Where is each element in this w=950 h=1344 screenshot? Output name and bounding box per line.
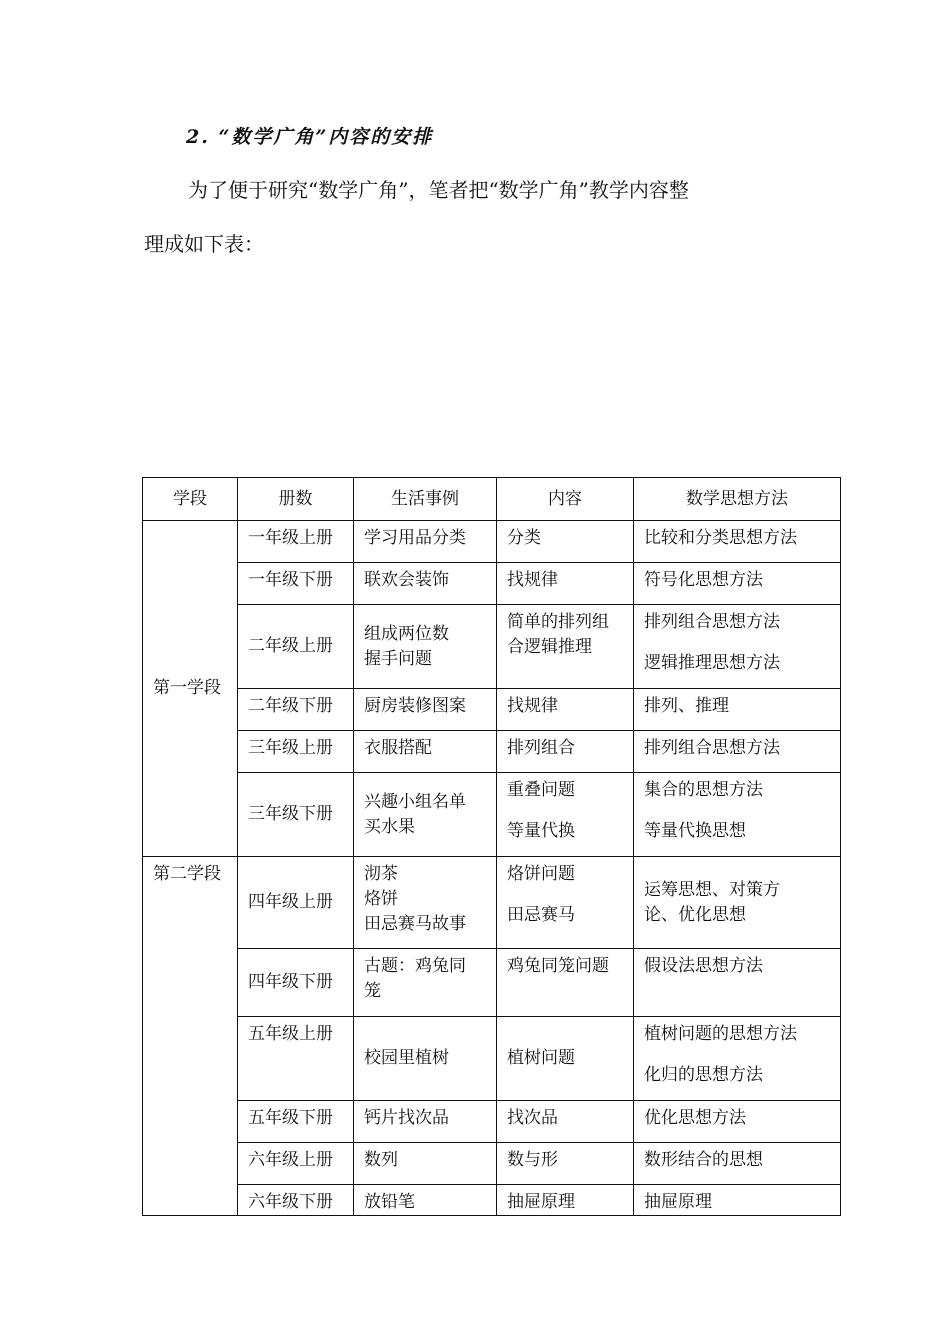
method-cell [634, 1017, 841, 1101]
cell-text: 兴趣小组名单 [364, 791, 466, 812]
content-cell [497, 563, 634, 605]
cell-text: 古题：鸡兔同 [364, 956, 466, 976]
cell-text: 运筹思想、对策方 [644, 879, 780, 900]
method-cell [634, 689, 841, 731]
cell-text: 集合的思想方法 [644, 780, 763, 800]
table-header-row [143, 478, 841, 521]
section-heading: 2. “数学广角”内容的安排 [186, 126, 434, 148]
cell-text: 放铅笔 [364, 1192, 415, 1212]
header-cell: 数学思想方法 [634, 478, 841, 521]
paragraph-line: 为了便于研究“数学广角”，笔者把“数学广角”教学内容整 [188, 178, 689, 202]
table-row [143, 857, 841, 949]
cell-text: 抽屉原理 [644, 1192, 712, 1212]
cell-text: 重叠问题 [507, 780, 575, 800]
table-row [143, 563, 841, 605]
grade-cell: 一年级下册 [238, 563, 354, 605]
cell-text: 握手问题 [364, 648, 432, 669]
cell-text: 比较和分类思想方法 [644, 528, 797, 548]
cell-text: 简单的排列组 [507, 612, 609, 632]
cell-text: 鸡兔同笼问题 [507, 956, 609, 976]
life-cell [354, 949, 497, 1017]
grade-cell: 五年级上册 [238, 1017, 354, 1101]
cell-text: 假设法思想方法 [644, 956, 763, 976]
cell-text: 衣服搭配 [364, 738, 432, 758]
table-row [143, 689, 841, 731]
cell-text: 等量代换思想 [644, 821, 746, 841]
content-cell [497, 605, 634, 689]
cell-text: 学习用品分类 [364, 528, 466, 548]
content-cell [497, 857, 634, 949]
method-cell [634, 731, 841, 773]
method-cell [634, 1101, 841, 1143]
paragraph-line: 理成如下表： [144, 232, 264, 256]
cell-text: 逻辑推理思想方法 [644, 653, 780, 673]
cell-text: 排列组合 [507, 738, 575, 758]
cell-text: 排列、推理 [644, 696, 729, 716]
table-row [143, 1185, 841, 1216]
cell-text: 田忌赛马故事 [364, 914, 466, 934]
life-cell [354, 521, 497, 563]
intro-paragraph [144, 163, 824, 271]
cell-text: 校园里植树 [364, 1048, 449, 1068]
cell-text: 植树问题的思想方法 [644, 1024, 797, 1044]
header-cell: 册数 [238, 478, 354, 521]
life-cell [354, 1143, 497, 1185]
cell-text: 植树问题 [507, 1048, 575, 1068]
grade-cell: 四年级下册 [238, 949, 354, 1017]
grade-cell: 三年级上册 [238, 731, 354, 773]
content-cell [497, 949, 634, 1017]
table-row [143, 605, 841, 689]
cell-text: 沏茶 [364, 864, 398, 884]
cell-text: 排列组合思想方法 [644, 612, 780, 632]
content-cell [497, 521, 634, 563]
cell-text: 烙饼问题 [507, 864, 575, 884]
life-cell [354, 731, 497, 773]
table-row [143, 1143, 841, 1185]
content-cell [497, 1017, 634, 1101]
cell-text: 组成两位数 [364, 623, 449, 644]
life-cell [354, 773, 497, 857]
grade-cell: 二年级上册 [238, 605, 354, 689]
cell-text: 抽屉原理 [507, 1192, 575, 1212]
cell-text: 找次品 [507, 1108, 558, 1128]
method-cell [634, 605, 841, 689]
cell-text: 厨房装修图案 [364, 696, 466, 716]
grade-cell: 二年级下册 [238, 689, 354, 731]
grade-cell: 四年级上册 [238, 857, 354, 949]
life-cell [354, 1185, 497, 1216]
method-cell [634, 1185, 841, 1216]
stage-cell: 第一学段 [143, 521, 238, 857]
content-cell [497, 731, 634, 773]
cell-text: 联欢会装饰 [364, 570, 449, 590]
cell-text: 论、优化思想 [644, 904, 746, 925]
cell-text: 田忌赛马 [507, 905, 575, 925]
cell-text: 等量代换 [507, 821, 575, 841]
cell-text: 排列组合思想方法 [644, 738, 780, 758]
method-cell [634, 563, 841, 605]
table-row [143, 1101, 841, 1143]
stage-cell: 第二学段 [143, 857, 238, 1216]
grade-cell: 三年级下册 [238, 773, 354, 857]
cell-text: 数形结合的思想 [644, 1150, 763, 1170]
life-cell [354, 1017, 497, 1101]
table-row [143, 949, 841, 1017]
content-cell [497, 773, 634, 857]
life-cell [354, 563, 497, 605]
cell-text: 符号化思想方法 [644, 570, 763, 590]
cell-text: 笼 [364, 981, 381, 1001]
method-cell [634, 521, 841, 563]
life-cell [354, 857, 497, 949]
cell-text: 数列 [364, 1150, 398, 1170]
life-cell [354, 689, 497, 731]
cell-text: 化归的思想方法 [644, 1065, 763, 1085]
content-cell [497, 689, 634, 731]
content-cell [497, 1101, 634, 1143]
grade-cell: 五年级下册 [238, 1101, 354, 1143]
cell-text: 找规律 [507, 570, 558, 590]
method-cell [634, 1143, 841, 1185]
table-row [143, 521, 841, 563]
method-cell [634, 857, 841, 949]
cell-text: 数与形 [507, 1150, 558, 1170]
cell-text: 烙饼 [364, 889, 398, 909]
table-row [143, 1017, 841, 1101]
cell-text: 合逻辑推理 [507, 637, 592, 657]
life-cell [354, 1101, 497, 1143]
grade-cell: 六年级下册 [238, 1185, 354, 1216]
cell-text: 分类 [507, 528, 541, 548]
cell-text: 优化思想方法 [644, 1108, 746, 1128]
header-cell: 生活事例 [354, 478, 497, 521]
table-row [143, 731, 841, 773]
math-corner-table [142, 477, 841, 1216]
content-cell [497, 1143, 634, 1185]
method-cell [634, 949, 841, 1017]
cell-text: 找规律 [507, 696, 558, 716]
cell-text: 买水果 [364, 816, 415, 837]
cell-text: 钙片找次品 [364, 1108, 449, 1128]
header-cell: 内容 [497, 478, 634, 521]
content-cell [497, 1185, 634, 1216]
life-cell [354, 605, 497, 689]
method-cell [634, 773, 841, 857]
grade-cell: 六年级上册 [238, 1143, 354, 1185]
header-cell: 学段 [143, 478, 238, 521]
grade-cell: 一年级上册 [238, 521, 354, 563]
table-row [143, 773, 841, 857]
